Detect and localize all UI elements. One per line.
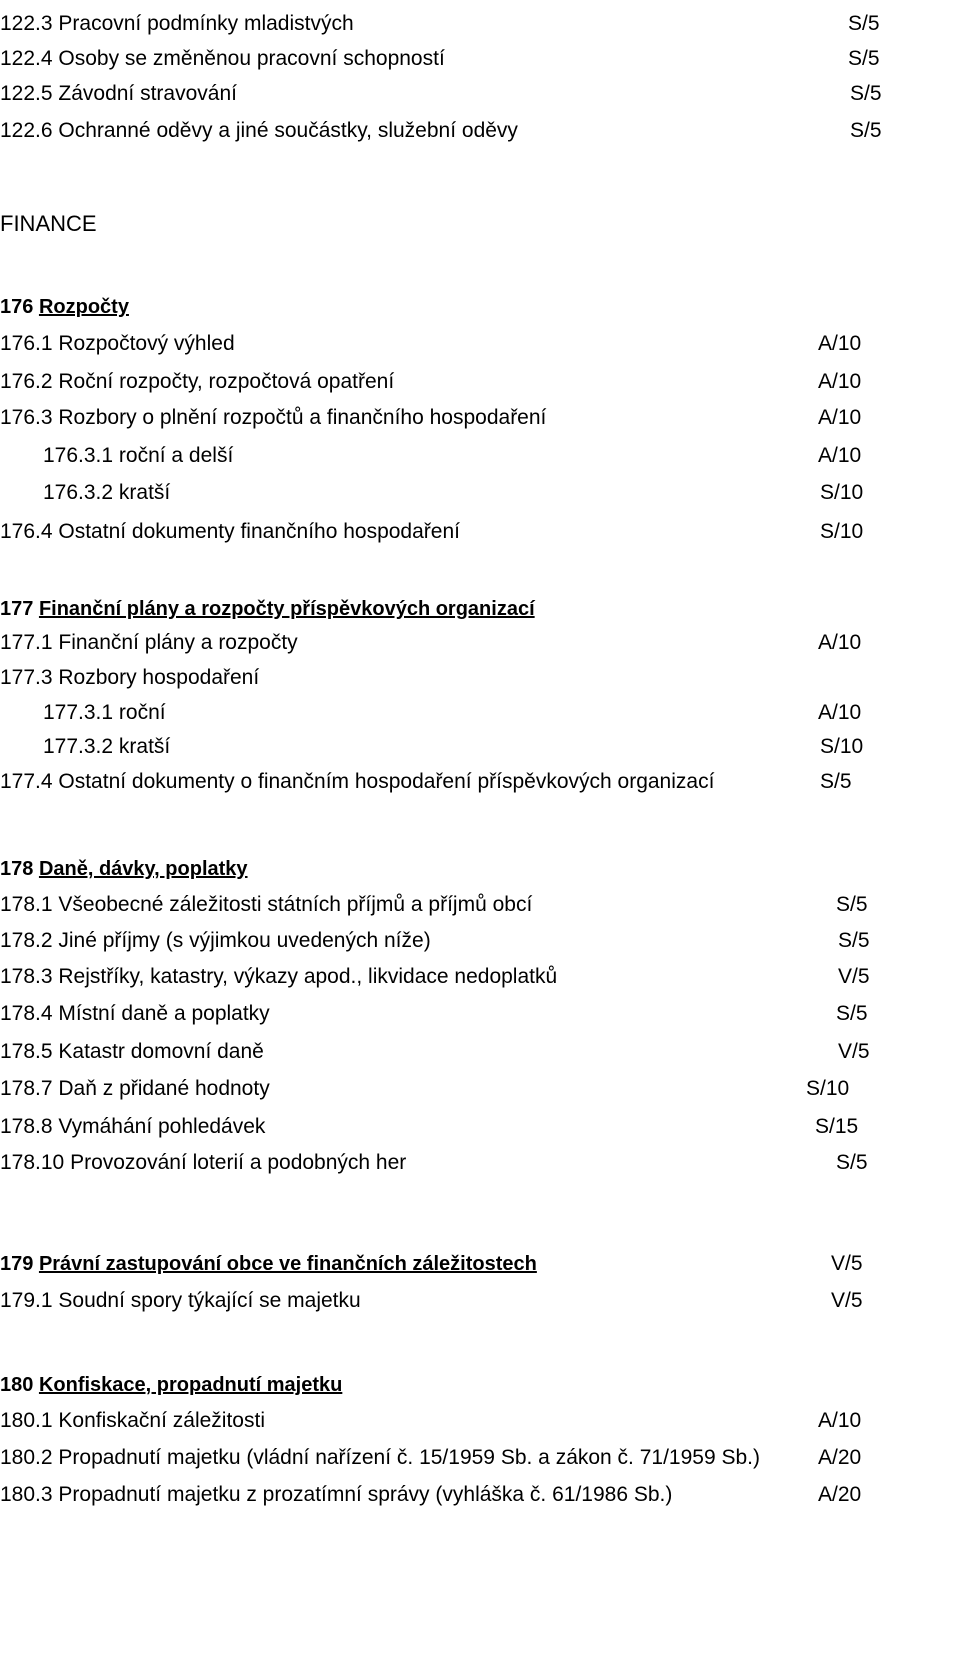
item-label: 177.3 Rozbory hospodaření bbox=[0, 666, 260, 689]
item-label: 177.4 Ostatní dokumenty o finančním hospodaření příspěvkových organizací bbox=[0, 770, 715, 793]
list-item bbox=[0, 37, 960, 71]
section-title bbox=[0, 597, 535, 621]
item-label: 177.1 Finanční plány a rozpočty bbox=[0, 631, 298, 654]
item-label: 178.2 Jiné příjmy (s výjimkou uvedených níže) bbox=[0, 929, 431, 952]
section-heading bbox=[0, 1363, 960, 1397]
section-title-text: Rozpočty bbox=[38, 296, 129, 318]
item-label: 178.10 Provozování loterií a podobných her bbox=[0, 1151, 407, 1174]
list-item bbox=[0, 1436, 960, 1470]
section-heading bbox=[0, 202, 960, 236]
section-title bbox=[0, 1373, 342, 1397]
item-label: 177.3.2 kratší bbox=[43, 735, 171, 758]
retention-code: S/5 bbox=[836, 1002, 868, 1025]
item-label: 176.4 Ostatní dokumenty finančního hospodaření bbox=[0, 520, 460, 543]
section-number: 177 bbox=[0, 598, 34, 620]
retention-code: S/5 bbox=[848, 47, 880, 70]
item-label: 176.3 Rozbory o plnění rozpočtů a finančního hospodaření bbox=[0, 406, 547, 429]
list-item bbox=[0, 725, 960, 759]
list-item bbox=[0, 760, 960, 794]
list-item bbox=[0, 396, 960, 430]
retention-code: A/20 bbox=[818, 1446, 862, 1469]
section-title bbox=[0, 295, 129, 319]
list-item bbox=[0, 883, 960, 917]
item-label: 178.3 Rejstříky, katastry, výkazy apod., likvidace nedoplatků bbox=[0, 965, 558, 988]
section-heading bbox=[0, 587, 960, 621]
retention-code: A/10 bbox=[818, 444, 862, 467]
list-item bbox=[0, 1141, 960, 1175]
list-item bbox=[0, 109, 960, 143]
section-title bbox=[0, 857, 248, 881]
retention-code: S/10 bbox=[806, 1077, 850, 1100]
section-number: 179 bbox=[0, 1253, 34, 1275]
list-item bbox=[0, 510, 960, 544]
retention-code: A/10 bbox=[818, 406, 862, 429]
list-item bbox=[0, 322, 960, 356]
section-heading bbox=[0, 285, 960, 319]
item-label: 178.7 Daň z přidané hodnoty bbox=[0, 1077, 270, 1100]
retention-code: S/10 bbox=[820, 735, 864, 758]
item-label: 176.3.1 roční a delší bbox=[43, 444, 234, 467]
retention-code: S/10 bbox=[820, 520, 864, 543]
list-item bbox=[0, 992, 960, 1026]
list-item bbox=[0, 1067, 960, 1101]
list-item bbox=[0, 360, 960, 394]
section-title-text: Právní zastupování obce ve finančních záležitostech bbox=[38, 1253, 537, 1275]
retention-code: A/10 bbox=[818, 332, 862, 355]
item-label: 180.2 Propadnutí majetku (vládní nařízení č. 15/1959 Sb. a zákon č. 71/1959 Sb.) bbox=[0, 1446, 760, 1469]
list-item bbox=[0, 919, 960, 953]
item-label: 180.1 Konfiskační záležitosti bbox=[0, 1409, 265, 1432]
retention-code: V/5 bbox=[831, 1252, 863, 1275]
section-heading bbox=[0, 847, 960, 881]
section-title-text: Finanční plány a rozpočty příspěvkových organizací bbox=[38, 598, 535, 620]
retention-code: S/5 bbox=[848, 12, 880, 35]
item-label: 122.6 Ochranné oděvy a jiné součástky, služební oděvy bbox=[0, 119, 518, 142]
list-item bbox=[0, 471, 960, 505]
list-item bbox=[0, 72, 960, 106]
item-label: 178.8 Vymáhání pohledávek bbox=[0, 1115, 266, 1138]
retention-code: S/5 bbox=[850, 119, 882, 142]
item-label: 176.1 Rozpočtový výhled bbox=[0, 332, 235, 355]
section-number: 180 bbox=[0, 1374, 34, 1396]
retention-code: S/5 bbox=[838, 929, 870, 952]
section-title bbox=[0, 1252, 537, 1276]
item-label: 176.3.2 kratší bbox=[43, 481, 171, 504]
list-item bbox=[0, 2, 960, 36]
section-title-text: Daně, dávky, poplatky bbox=[38, 858, 248, 880]
section-number: 176 bbox=[0, 296, 34, 318]
item-label: 122.5 Závodní stravování bbox=[0, 82, 237, 105]
retention-code: S/5 bbox=[836, 893, 868, 916]
list-item bbox=[0, 691, 960, 725]
item-label: 122.3 Pracovní podmínky mladistvých bbox=[0, 12, 354, 35]
list-item bbox=[0, 955, 960, 989]
list-item bbox=[0, 656, 960, 690]
list-item bbox=[0, 1030, 960, 1064]
retention-code: S/15 bbox=[815, 1115, 859, 1138]
retention-code: A/10 bbox=[818, 370, 862, 393]
retention-code: V/5 bbox=[838, 1040, 870, 1063]
section-title-text: Konfiskace, propadnutí majetku bbox=[38, 1374, 343, 1396]
item-label: 180.3 Propadnutí majetku z prozatímní správy (vyhláška č. 61/1986 Sb.) bbox=[0, 1483, 673, 1506]
item-label: 179.1 Soudní spory týkající se majetku bbox=[0, 1289, 361, 1312]
retention-code: S/10 bbox=[820, 481, 864, 504]
list-item bbox=[0, 434, 960, 468]
retention-code: A/10 bbox=[818, 631, 862, 654]
item-label: 122.4 Osoby se změněnou pracovní schopností bbox=[0, 47, 445, 70]
list-item bbox=[0, 1105, 960, 1139]
retention-code: S/5 bbox=[820, 770, 852, 793]
retention-code: V/5 bbox=[838, 965, 870, 988]
section-number: 178 bbox=[0, 858, 34, 880]
item-label: 176.2 Roční rozpočty, rozpočtová opatření bbox=[0, 370, 395, 393]
item-label: 178.1 Všeobecné záležitosti státních příjmů a příjmů obcí bbox=[0, 893, 533, 916]
list-item bbox=[0, 1399, 960, 1433]
list-item bbox=[0, 1279, 960, 1313]
item-label: 178.5 Katastr domovní daně bbox=[0, 1040, 264, 1063]
retention-code: V/5 bbox=[831, 1289, 863, 1312]
retention-code: A/20 bbox=[818, 1483, 862, 1506]
item-label: 177.3.1 roční bbox=[43, 701, 166, 724]
retention-code: S/5 bbox=[836, 1151, 868, 1174]
section-heading bbox=[0, 1242, 960, 1276]
retention-code: S/5 bbox=[850, 82, 882, 105]
retention-code: A/10 bbox=[818, 1409, 862, 1432]
list-item bbox=[0, 621, 960, 655]
retention-code: A/10 bbox=[818, 701, 862, 724]
item-label: 178.4 Místní daně a poplatky bbox=[0, 1002, 270, 1025]
list-item bbox=[0, 1473, 960, 1507]
chapter-title: FINANCE bbox=[0, 211, 97, 236]
